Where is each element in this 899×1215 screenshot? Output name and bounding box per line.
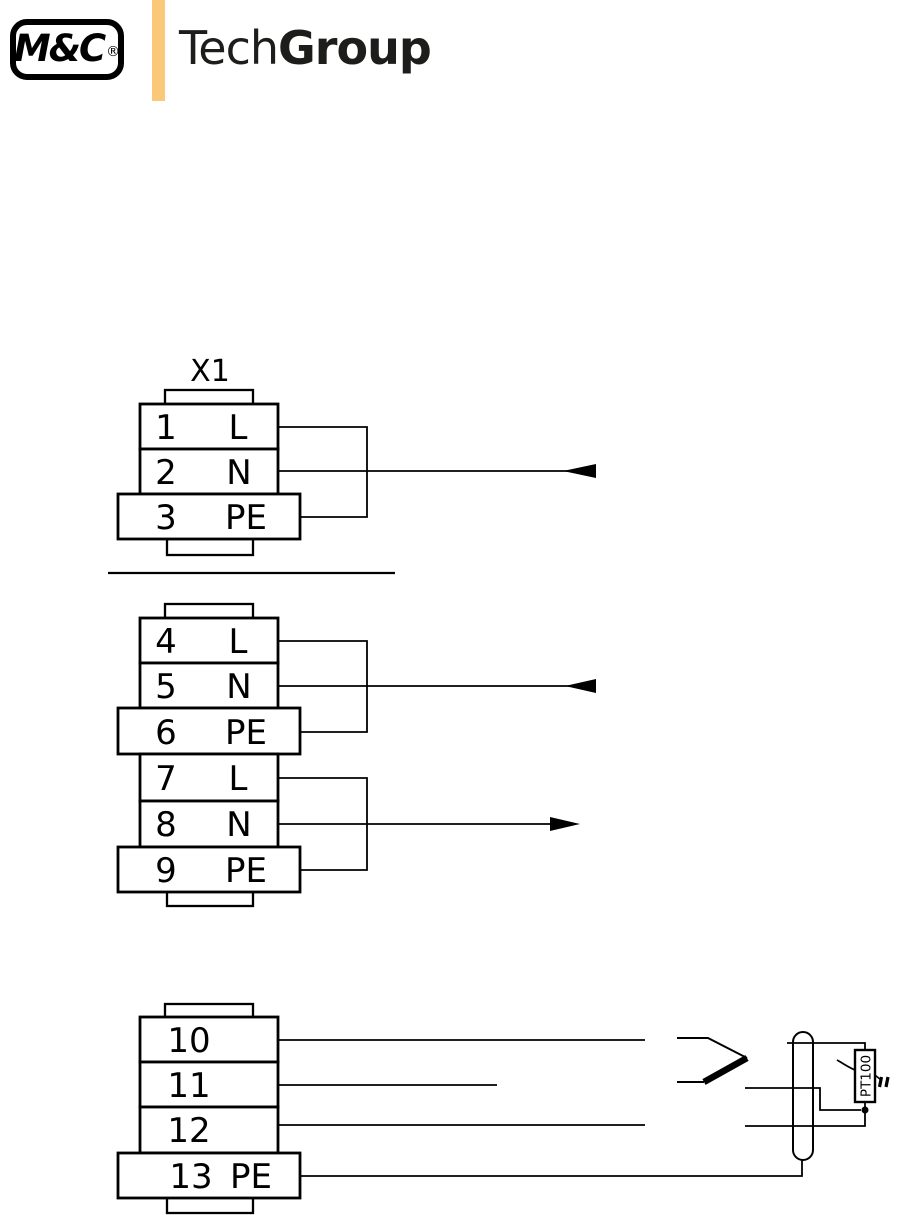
terminal-13-label: PE (230, 1157, 272, 1197)
break-thin-stroke (677, 1038, 747, 1058)
terminal-8-label: N (226, 805, 252, 845)
terminal-block-2 (118, 604, 596, 906)
terminal-11-number: 11 (167, 1066, 211, 1106)
terminal-4-number: 4 (155, 622, 177, 662)
arrow-left-icon (563, 464, 596, 478)
terminal-12-number: 12 (167, 1111, 211, 1151)
terminal-5-number: 5 (155, 667, 177, 707)
terminal-1-label: L (228, 408, 248, 448)
terminal-9-pe (118, 847, 300, 892)
registered-mark: ® (106, 43, 121, 60)
pt100-label: PT100 (858, 1054, 875, 1098)
terminal-7-number: 7 (155, 759, 177, 799)
terminal-2-number: 2 (155, 453, 177, 493)
probe-sheath (793, 1032, 813, 1160)
wordmark-light: Tech (179, 21, 279, 75)
connector-label: X1 (190, 354, 230, 389)
terminal-9-number: 9 (155, 851, 177, 891)
terminal-6-number: 6 (155, 713, 177, 753)
terminal-3-pe (118, 494, 300, 539)
junction-dot (862, 1107, 869, 1114)
terminal-8-number: 8 (155, 805, 177, 845)
terminal-6-label: PE (225, 713, 267, 753)
terminal-6-pe (118, 708, 300, 754)
arrow-left-icon (565, 679, 596, 693)
wordmark-bold: Group (278, 21, 431, 75)
pt100-sensor (837, 1050, 888, 1102)
wire-terminal-13 (300, 1160, 802, 1176)
break-tick-icon (886, 1077, 888, 1087)
block1-bottom-tab (167, 539, 253, 555)
terminal-1-number: 1 (155, 408, 177, 448)
terminal-3-number: 3 (155, 498, 177, 538)
terminal-2-label: N (226, 453, 252, 493)
terminal-9-label: PE (225, 851, 267, 891)
terminal-block-3 (118, 1004, 888, 1213)
terminal-10-number: 10 (167, 1021, 211, 1061)
terminal-4-label: L (228, 622, 248, 662)
arrow-right-icon (550, 817, 580, 831)
terminal-block-1 (108, 354, 596, 573)
terminal-13-number: 13 (169, 1157, 213, 1197)
mc-logo-text: M&C (13, 27, 105, 70)
cable-break-icon (677, 1038, 747, 1082)
block3-bottom-tab (167, 1197, 253, 1213)
terminal-5-label: N (226, 667, 252, 707)
terminal-7-label: L (228, 759, 248, 799)
break-thick-stroke (704, 1058, 747, 1082)
pt100-leader-hook (837, 1060, 855, 1070)
break-tick-icon (880, 1077, 882, 1087)
terminal-3-label: PE (225, 498, 267, 538)
